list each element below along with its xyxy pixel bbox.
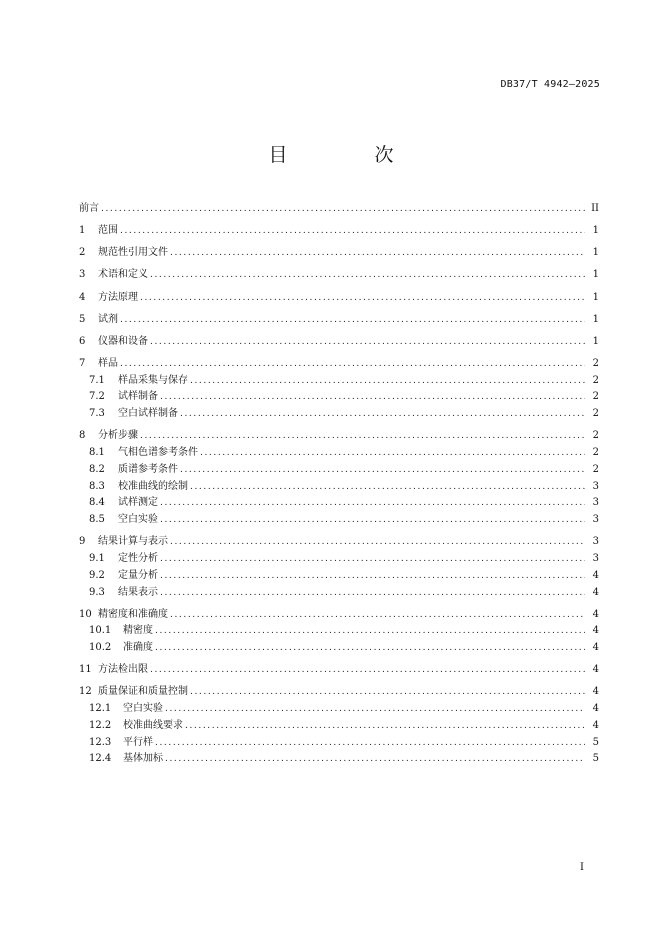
toc-entry-label: 校准曲线的绘制 [118,480,188,492]
dot-leader [160,568,585,585]
dot-leader [140,290,585,307]
dot-leader [200,445,585,462]
toc-entry-label: 空白实验 [118,514,158,526]
toc-entry-number: 12.1 [89,703,112,715]
toc-entry-page: 4 [592,664,599,676]
toc-entry-number: 8.2 [89,463,105,475]
toc-entry[interactable] [79,334,599,351]
toc-entry[interactable] [79,718,599,735]
toc-entry-label: 质量保证和质量控制 [98,686,188,698]
toc-entry-number: 10 [79,608,92,620]
toc-entry-page: 4 [592,569,599,581]
toc-entry-page: 4 [592,719,599,731]
toc-entry[interactable] [79,479,599,496]
toc-entry-number: 9.3 [89,586,105,598]
toc-entry-label: 结果表示 [118,586,158,598]
page-number: I [580,862,584,873]
toc-entry-number: 8.4 [89,497,105,509]
toc-entry[interactable] [79,534,599,551]
dot-leader [140,428,585,445]
dot-leader [180,462,585,479]
toc-entry-page: 2 [592,391,599,403]
toc-entry-page: 5 [592,736,599,748]
toc-entry[interactable] [79,662,599,679]
dot-leader [160,512,585,529]
table-of-contents [79,201,599,768]
document-code: DB37/T 4942—2025 [500,79,600,90]
dot-leader [165,751,585,768]
toc-entry-label: 方法检出限 [98,664,148,676]
toc-entry[interactable] [79,201,599,218]
dot-leader [190,479,585,496]
toc-entry-page: 1 [592,313,599,325]
toc-entry[interactable] [79,623,599,640]
dot-leader [155,640,585,657]
dot-leader [150,267,585,284]
toc-entry-page: 5 [592,753,599,765]
toc-entry-page: 2 [592,408,599,420]
toc-entry-page: 3 [592,536,599,548]
toc-entry[interactable] [79,373,599,390]
dot-leader [120,223,585,240]
toc-entry-page: 3 [592,480,599,492]
toc-entry-number: 8 [79,430,86,442]
toc-entry-number: 10.2 [89,642,112,654]
dot-leader [155,623,585,640]
toc-entry-label: 分析步骤 [98,430,138,442]
toc-entry-page: 3 [592,553,599,565]
toc-entry-number: 12.4 [89,753,112,765]
toc-entry-page: 3 [592,497,599,509]
dot-leader [155,735,585,752]
toc-entry-label: 试样测定 [118,497,158,509]
toc-entry-label: 样品 [98,357,118,369]
toc-entry-page: 3 [592,514,599,526]
toc-entry[interactable] [79,389,599,406]
toc-entry[interactable] [79,356,599,373]
toc-entry-label: 仪器和设备 [98,335,148,347]
dot-leader [170,245,585,262]
toc-entry[interactable] [79,751,599,768]
toc-entry[interactable] [79,312,599,329]
toc-entry-number: 12 [79,686,92,698]
dot-leader [165,701,585,718]
dot-leader [160,551,585,568]
toc-entry-page: 2 [592,447,599,459]
dot-leader [190,684,585,701]
toc-entry-label: 空白试样制备 [118,408,178,420]
dot-leader [150,334,585,351]
toc-entry-number: 9 [79,536,86,548]
toc-entry-label: 精密度 [123,625,153,637]
dot-leader [180,406,585,423]
toc-entry-label: 空白实验 [123,703,163,715]
toc-entry-number: 9.2 [89,569,105,581]
toc-entry[interactable] [79,735,599,752]
toc-entry-page: 2 [592,430,599,442]
toc-entry-label: 试剂 [98,313,118,325]
dot-leader [170,534,585,551]
toc-entry-number: 5 [79,313,86,325]
toc-entry-page: 4 [592,608,599,620]
toc-entry[interactable] [79,585,599,602]
toc-entry-number: 12.3 [89,736,112,748]
toc-entry-page: 4 [592,686,599,698]
toc-entry-page: II [591,203,599,214]
toc-entry-number: 7.2 [89,391,105,403]
toc-entry-number: 10.1 [89,625,112,637]
toc-entry-page: 4 [592,703,599,715]
toc-entry-label: 基体加标 [123,753,163,765]
toc-entry-label: 结果计算与表示 [98,536,168,548]
toc-entry[interactable] [79,495,599,512]
toc-entry[interactable] [79,245,599,262]
toc-entry-number: 8.1 [89,447,105,459]
toc-entry-page: 1 [592,225,599,237]
toc-entry[interactable] [79,445,599,462]
toc-entry-label: 气相色谱参考条件 [118,447,198,459]
toc-entry-label: 样品采集与保存 [118,374,188,386]
toc-entry-number: 3 [79,269,86,281]
toc-entry-page: 4 [592,642,599,654]
toc-entry-number: 7.1 [89,374,105,386]
toc-entry-label: 定性分析 [118,553,158,565]
toc-entry-page: 4 [592,586,599,598]
toc-entry-number: 7.3 [89,408,105,420]
toc-entry-label: 平行样 [123,736,153,748]
toc-entry-number: 9.1 [89,553,105,565]
dot-leader [120,356,585,373]
toc-entry[interactable] [79,512,599,529]
toc-entry-label: 精密度和准确度 [98,608,168,620]
toc-entry[interactable] [79,551,599,568]
dot-leader [160,389,585,406]
toc-entry-page: 1 [592,269,599,281]
toc-entry-number: 1 [79,225,86,237]
toc-entry-label: 准确度 [123,642,153,654]
toc-entry-page: 4 [592,625,599,637]
toc-entry-number: 7 [79,357,86,369]
dot-leader [160,585,585,602]
toc-entry[interactable] [79,290,599,307]
dot-leader [170,607,585,624]
dot-leader [160,495,585,512]
toc-entry-page: 2 [592,374,599,386]
dot-leader [101,201,585,218]
toc-entry[interactable] [79,607,599,624]
toc-entry-label: 规范性引用文件 [98,247,168,259]
toc-entry-label: 质谱参考条件 [118,463,178,475]
dot-leader [120,312,585,329]
toc-entry[interactable] [79,701,599,718]
toc-entry-page: 2 [592,357,599,369]
toc-entry-number: 2 [79,247,86,259]
toc-entry[interactable] [79,640,599,657]
toc-entry-number: 8.5 [89,514,105,526]
toc-entry[interactable] [79,428,599,445]
dot-leader [185,718,585,735]
toc-entry[interactable] [79,406,599,423]
toc-entry-number: 8.3 [89,480,105,492]
toc-entry-label: 范围 [98,225,118,237]
toc-entry-label: 试样制备 [118,391,158,403]
toc-entry[interactable] [79,568,599,585]
toc-entry-number: 12.2 [89,719,112,731]
toc-entry-page: 1 [592,291,599,303]
toc-entry-number: 4 [79,291,86,303]
toc-entry[interactable] [79,267,599,284]
toc-entry-number: 6 [79,335,86,347]
toc-entry-label: 方法原理 [98,291,138,303]
dot-leader [150,662,585,679]
toc-entry-page: 2 [592,463,599,475]
dot-leader [190,373,585,390]
toc-entry-number: 11 [79,664,92,676]
toc-entry-label: 校准曲线要求 [123,719,183,731]
toc-entry-label: 定量分析 [118,569,158,581]
toc-entry[interactable] [79,223,599,240]
toc-entry[interactable] [79,684,599,701]
toc-entry[interactable] [79,462,599,479]
page-title: 目 次 [268,144,428,166]
toc-entry-page: 1 [592,335,599,347]
toc-entry-page: 1 [592,247,599,259]
toc-entry-label: 术语和定义 [98,269,148,281]
toc-entry-label: 前言 [79,203,99,214]
